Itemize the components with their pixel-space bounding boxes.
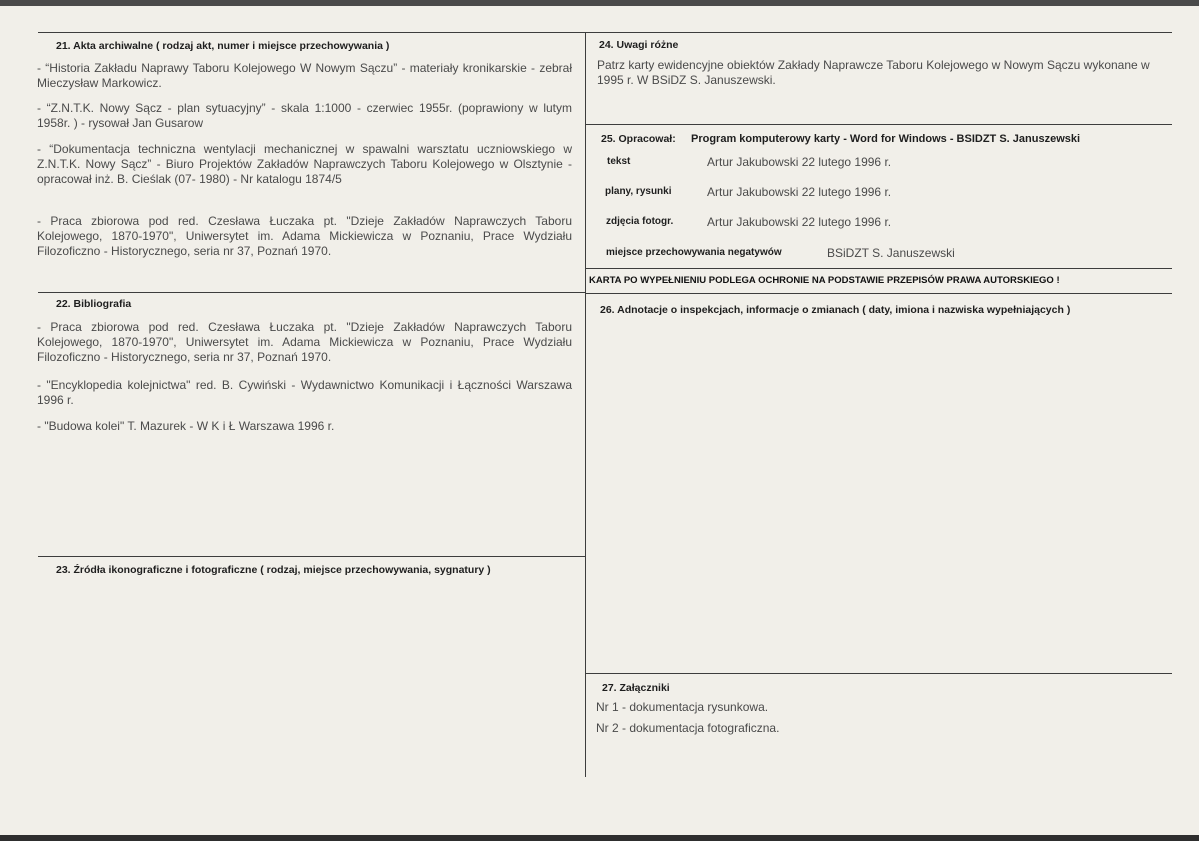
attachment-1: Nr 1 - dokumentacja rysunkowa. bbox=[596, 700, 769, 714]
top-rule bbox=[38, 32, 1172, 33]
section-22-item-2: - "Encyklopedia kolejnictwa" red. B. Cywiński - Wydawnictwo Komunikacji i Łączności Warszawa 1996 r. bbox=[37, 378, 572, 407]
section-21-item-4: - Praca zbiorowa pod red. Czesława Łuczaka pt. "Dzieje Zakładów Naprawczych Taboru Kolejowego, 1870-1970", Uniwersytet im. Adama Mickiewicza w Poznaniu, Prace Wydziału Filozoficzno - Historycznego, seria nr 37, Poznań 1970. bbox=[37, 214, 572, 258]
section-27-title: 27. Załączniki bbox=[602, 682, 670, 694]
row-label-text: tekst bbox=[607, 156, 631, 167]
section-21-title: 21. Akta archiwalne ( rodzaj akt, numer i miejsce przechowywania ) bbox=[56, 40, 390, 52]
section-22-item-3: - "Budowa kolei" T. Mazurek - W K i Ł Warszawa 1996 r. bbox=[37, 419, 335, 433]
attachment-2: Nr 2 - dokumentacja fotograficzna. bbox=[596, 721, 780, 735]
rule-26-27 bbox=[585, 673, 1172, 674]
section-25-program: Program komputerowy karty - Word for Windows - BSIDZT S. Januszewski bbox=[691, 133, 1081, 145]
section-22-item-1: - Praca zbiorowa pod red. Czesława Łuczaka pt. "Dzieje Zakładów Naprawczych Taboru Kolejowego, 1870-1970", Uniwersytet im. Adama Mickiewicza w Poznaniu, Prace Wydziału Filozoficzno - Historycznego, seria nr 37, Poznań 1970. bbox=[37, 320, 572, 364]
section-21-item-1: - “Historia Zakładu Naprawy Taboru Kolejowego W Nowym Sączu” - materiały kronikarskie - zebrał Mieczysław Markowicz. bbox=[37, 61, 572, 90]
row-value-photos: Artur Jakubowski 22 lutego 1996 r. bbox=[707, 215, 892, 229]
row-value-plans: Artur Jakubowski 22 lutego 1996 r. bbox=[707, 185, 892, 199]
row-label-plans: plany, rysunki bbox=[605, 186, 672, 197]
section-21-item-2: - “Z.N.T.K. Nowy Sącz - plan sytuacyjny” - skala 1:1000 - czerwiec 1955r. (poprawiony w lutym 1958r. ) - rysował Jan Gusarow bbox=[37, 101, 572, 130]
copyright-notice: KARTA PO WYPEŁNIENIU PODLEGA OCHRONIE NA PODSTAWIE PRZEPISÓW PRAWA AUTORSKIEGO ! bbox=[589, 275, 1060, 286]
section-23-title: 23. Źródła ikonograficzne i fotograficzne ( rodzaj, miejsce przechowywania, sygnatury ) bbox=[56, 564, 491, 576]
center-divider bbox=[585, 32, 586, 777]
rule-21-22 bbox=[38, 292, 585, 293]
section-25-title: 25. Opracował: bbox=[601, 133, 676, 145]
section-24-text: Patrz karty ewidencyjne obiektów Zakłady Naprawcze Taboru Kolejowego w Nowym Sączu wykonane w 1995 r. W BSiDZ S. Januszewski. bbox=[597, 58, 1150, 87]
negatives-value: BSiDZT S. Januszewski bbox=[827, 246, 955, 260]
section-22-title: 22. Bibliografia bbox=[56, 298, 132, 310]
section-26-title: 26. Adnotacje o inspekcjach, informacje o zmianach ( daty, imiona i nazwiska wypełniających ) bbox=[600, 304, 1071, 316]
rule-notice-26 bbox=[585, 293, 1172, 294]
section-24-title: 24. Uwagi różne bbox=[599, 39, 679, 51]
rule-22-23 bbox=[38, 556, 585, 557]
scan-bottom-edge bbox=[0, 835, 1199, 841]
row-label-photos: zdjęcia fotogr. bbox=[606, 216, 674, 227]
section-21-item-3: - “Dokumentacja techniczna wentylacji mechanicznej w spawalni warsztatu uczniowskiego w Z.N.T.K. Nowy Sącz” - Biuro Projektów Zakładów Naprawczych Taboru Kolejowego w Olsztynie - opracował inż. B. Cieślak (07- 1980) - Nr katalogu 1874/5 bbox=[37, 142, 572, 186]
rule-24-25 bbox=[585, 124, 1172, 125]
rule-25-notice bbox=[585, 268, 1172, 269]
row-value-text: Artur Jakubowski 22 lutego 1996 r. bbox=[707, 155, 892, 169]
scan-top-edge bbox=[0, 0, 1199, 6]
negatives-label: miejsce przechowywania negatywów bbox=[606, 247, 782, 258]
